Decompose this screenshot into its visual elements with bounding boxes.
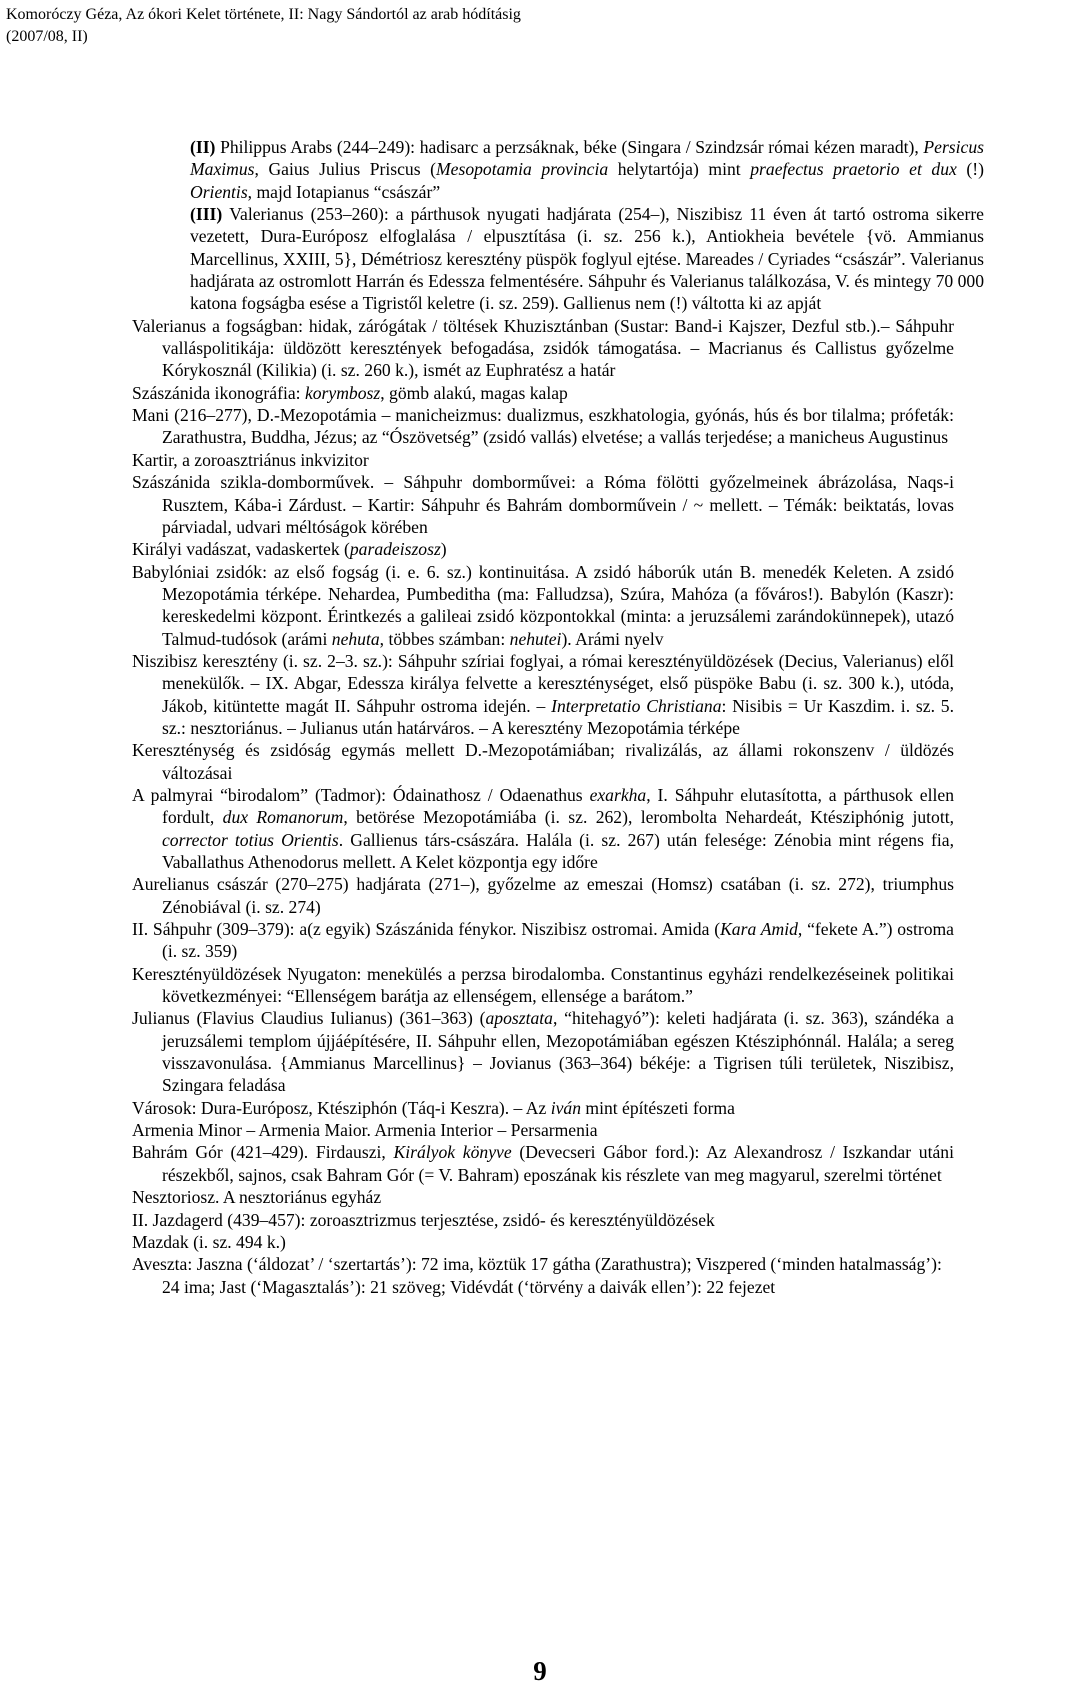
text-run: Városok: Dura-Európosz, Ktésziphón (Táq-i Keszra). – Az xyxy=(132,1097,551,1118)
text-run: Aveszta: Jaszna (‘áldozat’ / ‘szertartás’): 72 ima, köztük 17 gátha (Zarathustra); Viszpered (‘minden hatalmasság’): 24 ima; Jast (‘Magasztalás’): 21 szöveg; Vidévdát (‘törvény a daivák ellen’): 22 fejezet xyxy=(132,1254,942,1297)
text-run: dux Romanorum xyxy=(222,807,344,828)
text-run: , majd Iotapianus “császár” xyxy=(247,181,441,202)
text-run: , “fekete A.”) ostroma (i. sz. 359) xyxy=(162,919,954,962)
text-run: ) xyxy=(440,539,447,560)
paragraph-royal-hunt xyxy=(132,538,954,560)
text-run: Mani (216–277), D.-Mezopotámia – manicheizmus: dualizmus, eszkhatologia, gyónás, hús és bor tilalma; prófeták: Zarathustra, Buddha, Jézus; az “Ószövetség” (zsidó vallás) elvetése; a vallás terjedése; a manicheus Augustinus xyxy=(132,405,954,448)
paragraph-avesta xyxy=(132,1253,954,1298)
text-run: . Gallienus társ-császára. Halála (i. sz. 267) után felesége: Zénobia mint régens fia, Vaballathus Athenodorus mellett. A Kelet központja egy időre xyxy=(162,829,954,872)
text-run: Babylóniai zsidók: az első fogság (i. e. 6. sz.) kontinuitása. A zsidó háborúk után B. menedék Keleten. A zsidó Mezopotámia térképe. Nehardea, Pumbeditha (ma: Falludzsa), Szúra, Mahóza (a főváros!). Babylón (Kaszr): kereskedelmi központ. Érintkezés a galileai zsidó központokkal (minta: a jeruzsálemi zarándokünnepek), utazó Talmud-tudósok (arámi xyxy=(132,561,954,649)
text-run: Niszibisz keresztény (i. sz. 2–3. sz.): Sáhpuhr szíriai foglyai, a római keresztényüldözések (Decius, Valerianus) elől menekülők. – IX. Abgar, Edessza királya felvette a kereszténységet, első püspöke Babu (i. sz. 300 k.), utóda, Jákob, kitüntette magát II. Sáhpuhr ostroma idején. – xyxy=(132,650,954,716)
text-run: Philippus Arabs (244–249): hadisarc a perzsáknak, béke (Singara / Szindzsár római kézen maradt), xyxy=(220,137,924,157)
paragraph-christianity-judaism xyxy=(132,739,954,784)
paragraph-shapur-ii xyxy=(132,918,954,963)
text-run: , betörése Mezopotámiába (i. sz. 262), lerombolta Nehardeát, Ktésziphónig jutott, xyxy=(343,807,955,828)
text-run: , “hitehagyó”): keleti hadjárata (i. sz. 363), szándéka a jeruzsálemi templom újjáépítésére, II. Sáhpuhr ellen, Mezopotámiában egészen Ktésziphónnál. Halála; a sereg visszavonulása. {Ammianus Marcellinus} – Jovianus (363–364) békéje: a Tigrisen túli területek, Niszibisz, Szingara feladása xyxy=(162,1008,954,1096)
paragraph-valerianus xyxy=(160,203,984,315)
text-run: Armenia Minor – Armenia Maior. Armenia Interior – Persarmenia xyxy=(132,1120,598,1141)
text-run: Interpretatio Christiana xyxy=(551,695,722,716)
page-number: 9 xyxy=(533,1656,547,1686)
text-run: Keresztényüldözések Nyugaton: menekülés a perzsa birodalomba. Constantinus egyházi rendelkezéseinek politikai következményei: “Ellenségem barátja az ellenségem, ellensége a barátom.” xyxy=(132,963,954,1007)
paragraph-mani xyxy=(132,404,954,449)
paragraph-kartir xyxy=(132,449,954,471)
text-run: iván xyxy=(550,1097,581,1118)
text-run: A palmyrai “birodalom” (Tadmor): Ódainathosz / Odaenathus xyxy=(132,784,590,805)
paragraph-iconography xyxy=(132,382,954,404)
text-run: paradeiszosz xyxy=(349,539,441,560)
text-run: Bahrám Gór (421–429). Firdauszi, xyxy=(132,1142,394,1163)
text-run: , többes számban: xyxy=(379,628,510,649)
text-run: korymbosz xyxy=(304,382,381,403)
text-run: (Devecseri Gábor ford.): Az Alexandrosz / Iszkandar utáni részekből, sajnos, csak Bahram Gór (= V. Bahram) eposzának kis részlete van meg magyarul, szerelmi történet xyxy=(162,1142,954,1185)
text-run: Aurelianus császár (270–275) hadjárata (271–), győzelme az emeszai (Homsz) csatában (i. sz. 272), triumphus Zénobiával (i. sz. 274) xyxy=(132,874,954,917)
text-run: aposztata xyxy=(485,1008,553,1029)
paragraph-julianus xyxy=(132,1007,954,1096)
text-run: ). Arámi nyelv xyxy=(561,628,664,649)
text-run: Szászánida szikla-domborművek. – Sáhpuhr domborművei: a Róma fölötti győzelmeinek ábrázolása, Naqs-i Rusztem, Kába-i Zárdust. – Kartir: Sáhpuhr és Bahrám domborművein / ~ mellett. – Témák: beiktatás, lovas párviadal, udvari méltóságok körében xyxy=(132,472,954,537)
text-run: Mesopotamia provincia xyxy=(436,159,609,180)
paragraph-babylonian-jews xyxy=(132,561,954,650)
paragraph-aurelianus xyxy=(132,873,954,918)
text-run: (!) xyxy=(956,159,984,180)
paragraph-yazdegerd-ii xyxy=(132,1209,954,1231)
text-run: Valerianus a fogságban: hidak, zárógátak / töltések Khuzisztánban (Sustar: Band-i Kajszer, Dezful stb.).– Sáhpuhr valláspolitikája: üldözött keresztények befogadása, zsidók támogatása. – Macrianus és Callistus győzelme Kórykosznál (Kilikia) (i. sz. 260 k.), ismét az Euphratész a határ xyxy=(132,315,954,381)
text-run: Nesztoriosz. A nesztoriánus egyház xyxy=(132,1187,382,1208)
text-run: helytartója) mint xyxy=(608,159,751,180)
text-run: (II) xyxy=(190,137,221,157)
paragraph-persecutions xyxy=(132,963,954,1008)
text-run: , gömb alakú, magas kalap xyxy=(380,382,568,403)
text-run: II. Jazdagerd (439–457): zoroasztrizmus terjesztése, zsidó- és keresztényüldözések xyxy=(132,1209,715,1230)
text-run: Királyok könyve xyxy=(393,1142,512,1163)
text-run: Julianus (Flavius Claudius Iulianus) (361–363) ( xyxy=(132,1008,486,1029)
paragraph-cities xyxy=(132,1097,954,1119)
text-run: nehuta xyxy=(331,628,380,649)
text-run: II. Sáhpuhr (309–379): a(z egyik) Szászánida fénykor. Niszibisz ostromai. Amida ( xyxy=(132,919,721,940)
paragraph-bahram-gor xyxy=(132,1141,954,1186)
text-run: Kartir, a zoroasztriánus inkvizitor xyxy=(132,449,369,470)
paragraph-palmyra xyxy=(132,784,954,873)
paragraph-armenia xyxy=(132,1119,954,1141)
paragraph-philippus-arabs xyxy=(160,136,984,203)
text-run: nehutei xyxy=(509,628,562,649)
text-run: corrector totius Orientis xyxy=(162,829,339,850)
header-title: Komoróczy Géza, Az ókori Kelet története, II: Nagy Sándortól az arab hódításig xyxy=(6,6,521,23)
paragraph-valerianus-captivity xyxy=(132,315,954,382)
paragraph-rock-reliefs xyxy=(132,471,954,538)
text-run: , Gaius Julius Priscus ( xyxy=(254,159,437,180)
text-run: exarkha xyxy=(589,784,647,805)
paragraph-mazdak xyxy=(132,1231,954,1253)
paragraph-nestorius xyxy=(132,1186,954,1208)
text-run: Orientis xyxy=(190,181,248,202)
text-run: Kara Amid xyxy=(720,919,798,940)
text-run: (III) xyxy=(190,204,230,225)
text-run: Királyi vadászat, vadaskertek ( xyxy=(132,539,350,560)
paragraph-nisibis xyxy=(132,650,954,739)
header-date: (2007/08, II) xyxy=(6,28,88,45)
text-run: Persicus Maximus xyxy=(190,137,984,180)
running-header xyxy=(6,4,906,48)
text-run: , I. Sáhpuhr elutasította, a párthusok ellen fordult, xyxy=(162,784,954,828)
text-run: Kereszténység és zsidóság egymás mellett D.-Mezopotámiában; rivalizálás, az állami rokonszenv / üldözés változásai xyxy=(132,740,954,783)
text-run: praefectus praetorio et dux xyxy=(750,159,957,180)
text-run: : Nisibis = Ur Kaszdim. i. sz. 5. sz.: nesztoriánus. – Julianus után határváros. – A keresztény Mezopotámia térképe xyxy=(162,695,955,738)
document-body xyxy=(132,136,984,1298)
text-run: Mazdak (i. sz. 494 k.) xyxy=(132,1231,286,1252)
text-run: mint építészeti forma xyxy=(581,1097,735,1118)
text-run: Szászánida ikonográfia: xyxy=(132,382,305,403)
text-run: Valerianus (253–260): a párthusok nyugati hadjárata (254–), Niszibisz 11 éven át tartó ostroma sikerre vezetett, Dura-Európosz elfoglalása / elpusztítása (i. sz. 256 k.), Antiokheia bevétele {vö. Ammianus Marcellinus, XXIII, 5}, Démétriosz keresztény püspök foglyul ejtése. Mareades / Cyriades “császár”. Valerianus hadjárata az ostromlott Harrán és Edessza felmentésére. Sáhpuhr és Valerianus találkozása, V. és mintegy 70 000 katona fogságba esése a Tigristől keletre (i. sz. 259). Gallienus nem (!) váltotta ki az apját xyxy=(190,204,984,314)
